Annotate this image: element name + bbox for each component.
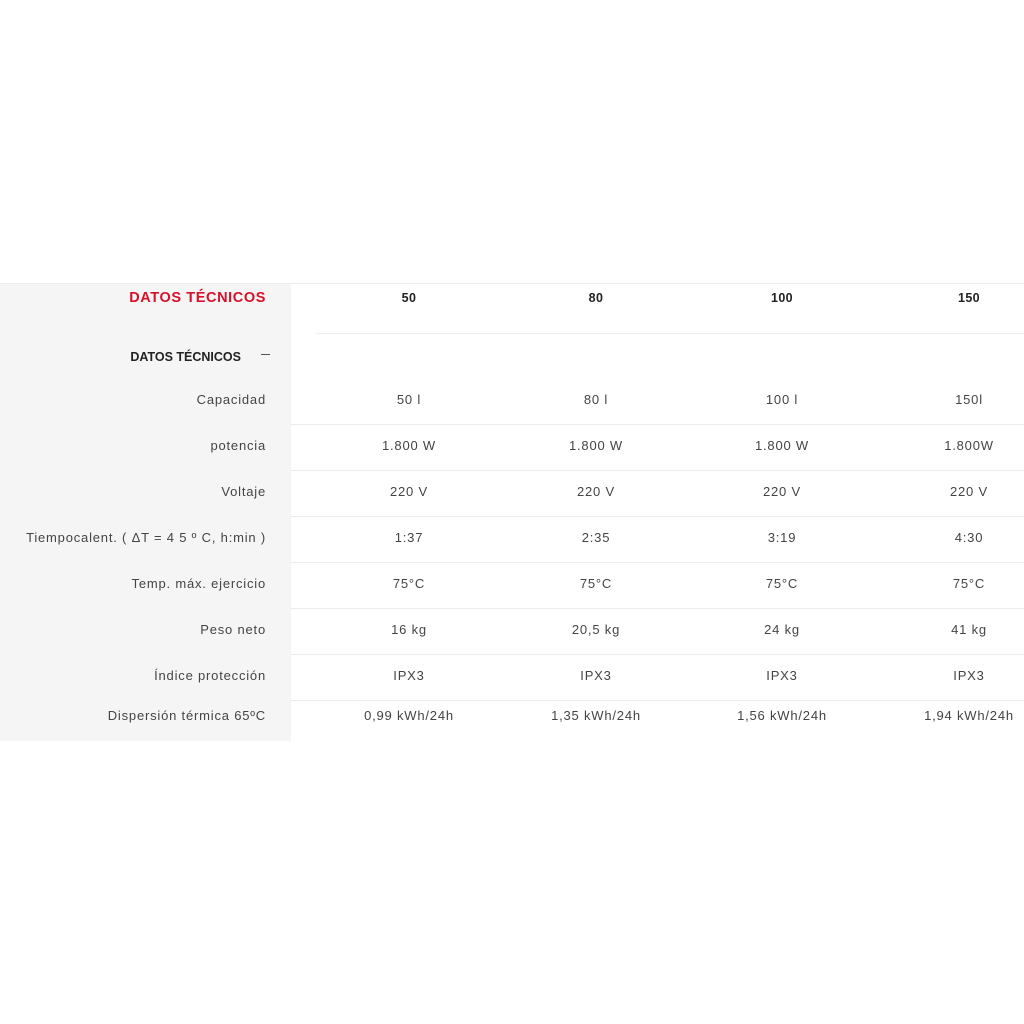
table-cell: 1.800W — [944, 438, 994, 453]
table-cell: 220 V — [577, 484, 615, 499]
table-cell: 1.800 W — [381, 438, 436, 453]
table-title: DATOS TÉCNICOS — [129, 290, 266, 306]
row-label: Índice protección — [154, 668, 266, 683]
row-label: Peso neto — [200, 622, 266, 637]
table-cell: 150l — [955, 392, 983, 407]
row-label: potencia — [210, 438, 266, 453]
table-cell: 220 V — [950, 484, 988, 499]
row-label: Voltaje — [221, 484, 266, 499]
section-title: DATOS TÉCNICOS — [130, 350, 241, 364]
table-cell: IPX3 — [393, 668, 425, 683]
table-cell: 1.800 W — [568, 438, 623, 453]
column-header-80: 80 — [588, 291, 604, 305]
row-label: Tiempocalent. ( ΔT = 4 5 º C, h:min ) — [26, 530, 266, 545]
header-divider — [316, 333, 1024, 334]
table-cell: 75°C — [765, 576, 799, 591]
table-cell: 75°C — [579, 576, 613, 591]
table-cell: 1:37 — [394, 530, 424, 545]
table-cell: IPX3 — [580, 668, 612, 683]
row-label: Dispersión térmica 65ºC — [107, 708, 266, 723]
table-cell: 41 kg — [951, 622, 987, 637]
table-row — [0, 471, 1024, 517]
table-cell: 220 V — [390, 484, 428, 499]
table-cell: 16 kg — [391, 622, 427, 637]
table-cell: IPX3 — [766, 668, 798, 683]
table-cell: 0,99 kWh/24h — [364, 708, 454, 723]
table-cell: 24 kg — [764, 622, 800, 637]
table-cell: 75°C — [952, 576, 986, 591]
table-cell: IPX3 — [953, 668, 985, 683]
table-cell: 75°C — [392, 576, 426, 591]
table-cell: 1.800 W — [754, 438, 809, 453]
table-cell: 80 l — [583, 392, 609, 407]
table-row — [0, 425, 1024, 471]
table-row — [0, 609, 1024, 655]
table-cell: 3:19 — [767, 530, 797, 545]
table-cell: 20,5 kg — [571, 622, 621, 637]
column-header-100: 100 — [770, 291, 794, 305]
row-label: Capacidad — [196, 392, 266, 407]
table-row — [0, 517, 1024, 563]
table-cell: 4:30 — [954, 530, 984, 545]
table-row — [0, 379, 1024, 425]
table-row — [0, 695, 1024, 741]
row-label: Temp. máx. ejercicio — [131, 576, 266, 591]
table-cell: 2:35 — [581, 530, 611, 545]
column-header-150: 150 — [957, 291, 981, 305]
table-cell: 100 l — [765, 392, 799, 407]
spec-table — [0, 283, 1024, 741]
column-header-50: 50 — [401, 291, 417, 305]
table-header-row — [0, 283, 1024, 334]
table-cell: 1,56 kWh/24h — [737, 708, 827, 723]
table-cell: 50 l — [396, 392, 422, 407]
table-cell: 1,35 kWh/24h — [551, 708, 641, 723]
table-row — [0, 563, 1024, 609]
collapse-icon[interactable] — [259, 348, 273, 362]
table-cell: 1,94 kWh/24h — [924, 708, 1014, 723]
table-cell: 220 V — [763, 484, 801, 499]
section-header[interactable] — [0, 334, 291, 379]
